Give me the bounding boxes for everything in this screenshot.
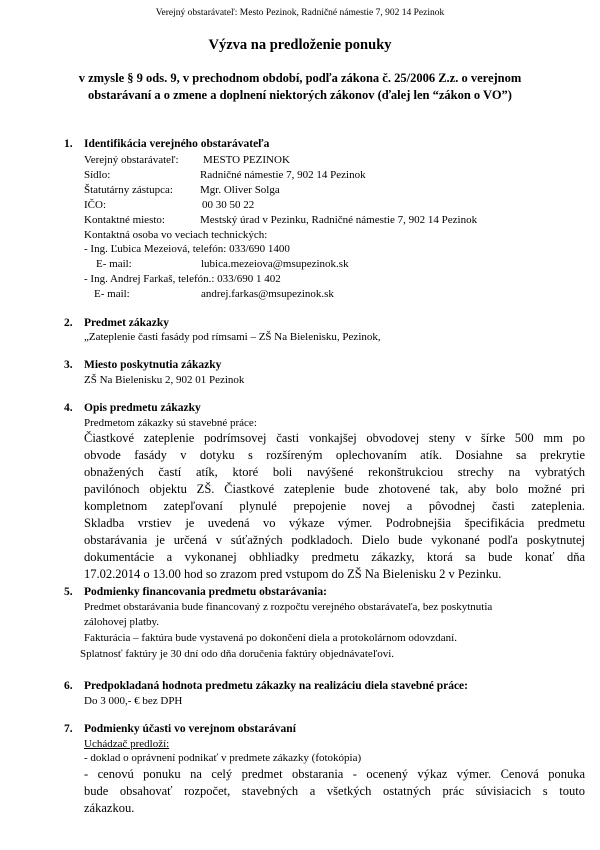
email-1-value[interactable]: lubica.mezeiova@msupezinok.sk (201, 258, 349, 270)
section-4-line: kompletnom zatepľovaní plynulé prepojenie novej a pôvodnej časti zateplenia. (84, 499, 585, 513)
condition-item-1: - doklad o oprávnení podnikať v predmete zákazky (fotokópia) (84, 752, 362, 764)
section-2-number: 2. (64, 317, 73, 329)
page-header: Verejný obstarávateľ: Mesto Pezinok, Radničné námestie 7, 902 14 Pezinok (155, 8, 445, 18)
section-4-line: pavilónoch objektu ZŠ. Čiastkové zateplenie bude zhotovené tak, aby bolo možné pri (84, 482, 585, 496)
section-3-number: 3. (64, 359, 73, 371)
section-4-line: obnažených častí atík, ktoré boli navýšené rekonštrukciou strechy na vybratých (84, 465, 585, 479)
obstaravatel-value: MESTO PEZINOK (203, 154, 290, 166)
section-5-heading: Podmienky financovania predmetu obstarávania: (84, 586, 327, 598)
ico-label: IČO: (84, 199, 106, 211)
section-4-line: dokumentácie a vykonanej obhliadky predmetu zákazky, ktorá sa bude konať dňa (84, 550, 585, 564)
contact-person-1: - Ing. Ľubica Mezeiová, telefón: 033/690 1400 (84, 243, 290, 255)
zastupca-value: Mgr. Oliver Solga (200, 184, 280, 196)
section-4-line: 17.02.2014 o 13.00 hod so zrazom pred vstupom do ZŠ Na Bielenisku 2 v Pezinku. (84, 567, 502, 581)
section-4-line: obvode fasády v dotyku s rozšíreným oplechovaním atík. Dosiahne sa prekrytie (84, 448, 585, 462)
section-2-text: „Zateplenie časti fasády pod rímsami – ZŠ Na Bielenisku, Pezinok, (84, 331, 381, 343)
contact-person-2: - Ing. Andrej Farkaš, telefón.: 033/690 1 402 (84, 273, 281, 285)
condition-item-2-line: - cenovú ponuku na celý predmet obstarania - ocenený výkaz výmer. Cenová ponuka (84, 767, 585, 781)
email-2-label: E- mail: (94, 288, 130, 300)
section-5-number: 5. (64, 586, 73, 598)
section-4-intro: Predmetom zákazky sú stavebné práce: (84, 417, 257, 429)
section-1-heading: Identifikácia verejného obstarávateľa (84, 138, 270, 150)
document-title: Výzva na predloženie ponuky (208, 37, 392, 53)
section-5-line: Predmet obstarávania bude financovaný z rozpočtu verejného obstarávateľa, bez poskytnutia (84, 601, 493, 613)
section-6-number: 6. (64, 680, 73, 692)
zastupca-label: Štatutárny zástupca: (84, 184, 173, 196)
sidlo-label: Sídlo: (84, 169, 111, 181)
subtitle-line-1: v zmysle § 9 ods. 9, v prechodnom období, podľa zákona č. 25/2006 Z.z. o verejnom (78, 71, 522, 85)
email-1-label: E- mail: (96, 258, 132, 270)
section-6-heading: Predpokladaná hodnota predmetu zákazky na realizáciu diela stavebné práce: (84, 680, 468, 692)
kontaktne-miesto-label: Kontaktné miesto: (84, 214, 165, 226)
section-4-heading: Opis predmetu zákazky (84, 402, 201, 414)
section-1-number: 1. (64, 138, 73, 150)
section-3-text: ZŠ Na Bielenisku 2, 902 01 Pezinok (84, 374, 245, 386)
section-3-heading: Miesto poskytnutia zákazky (84, 359, 222, 371)
section-4-line: obstarávania je určená v súťažných podkladoch. Dielo bude vykonané podľa poskytnutej (84, 533, 585, 547)
obstaravatel-label: Verejný obstarávateľ: (84, 154, 179, 166)
section-7-heading: Podmienky účasti vo verejnom obstarávaní (84, 723, 296, 735)
email-2-value[interactable]: andrej.farkas@msupezinok.sk (201, 288, 334, 300)
section-7-number: 7. (64, 723, 73, 735)
kontaktna-osoba-label: Kontaktná osoba vo veciach technických: (84, 229, 268, 241)
subtitle-line-2: obstarávaní a o zmene a doplnení niektorých zákonov (ďalej len “zákon o VO”) (88, 88, 512, 102)
kontaktne-miesto-value: Mestský úrad v Pezinku, Radničné námestie 7, 902 14 Pezinok (200, 214, 478, 226)
sidlo-value: Radničné námestie 7, 902 14 Pezinok (200, 169, 366, 181)
section-5-line: Fakturácia – faktúra bude vystavená po dokončení diela a protokolárnom odovzdaní. (84, 632, 457, 644)
condition-item-2-line: zákazkou. (84, 801, 135, 815)
condition-item-2-line: bude obsahovať rozpočet, stavebných a všetkých ostatných prác súvisiacich s touto (84, 784, 585, 798)
section-5-line: Splatnosť faktúry je 30 dní odo dňa doručenia faktúry objednávateľovi. (80, 648, 395, 660)
uchadzac-predlozi: Uchádzač predloží: (84, 738, 170, 750)
section-6-text: Do 3 000,- € bez DPH (84, 695, 183, 707)
section-5-line: zálohovej platby. (84, 616, 160, 628)
section-2-heading: Predmet zákazky (84, 317, 170, 329)
section-4-line: Skladba vrstiev je uvedená vo výkaze výmer. Podrobnejšia špecifikácia predmetu (84, 516, 585, 530)
section-4-number: 4. (64, 402, 73, 414)
ico-value: 00 30 50 22 (202, 199, 255, 211)
section-4-line: Čiastkové zateplenie podrímsovej časti vonkajšej obvodovej steny v šírke 500 mm po (84, 431, 585, 445)
